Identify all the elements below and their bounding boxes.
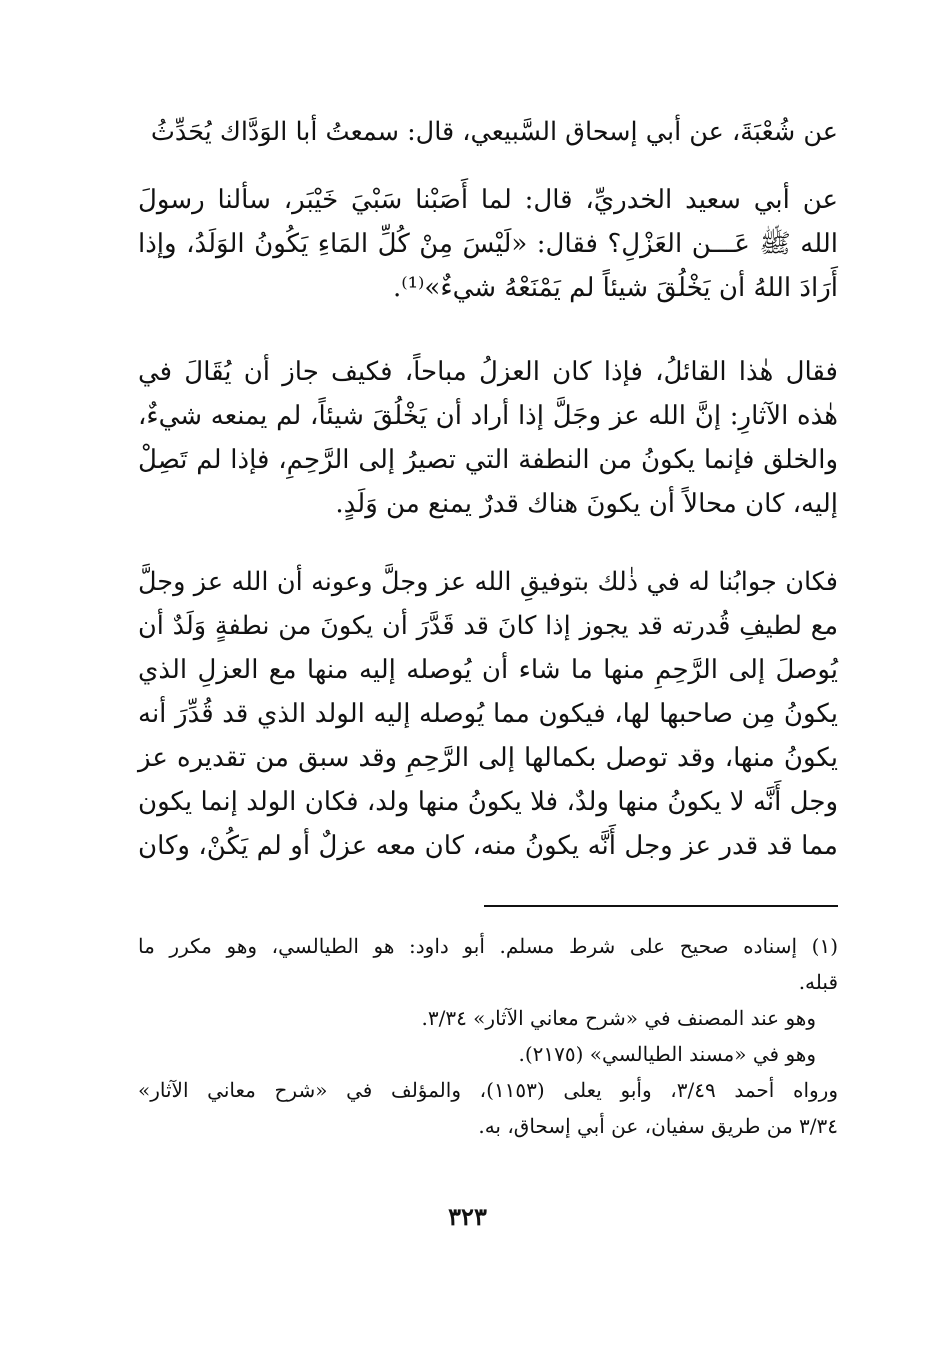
footnote-line: قبله. bbox=[798, 970, 838, 994]
paragraph-answer bbox=[138, 560, 838, 868]
paragraph-hadith bbox=[138, 178, 838, 310]
text-line: مما قد قدر عز وجل أَنَّه يكونُ منه، كان معه عزلٌ أو لم يَكُنْ، وكان bbox=[138, 831, 838, 861]
text-line: هٰذه الآثارِ: إنَّ الله عز وجَلَّ إذا أراد أن يَخْلُقَ شيئاً، لم يمنعه شيءٌ، bbox=[138, 401, 838, 431]
text-line: فقال هٰذا القائلُ، فإذا كان العزلُ مباحاً، فكيف جاز أن يُقَالَ في bbox=[138, 357, 838, 387]
footnotes bbox=[138, 928, 838, 1144]
footnote-line: وهو عند المصنف في «شرح معاني الآثار» ٣/٣٤. bbox=[421, 1006, 816, 1030]
text-line: يُوصلَ إلى الرَّحِمِ منها ما شاء أن يُوصله إليه منها مع العزلِ الذي bbox=[138, 655, 838, 685]
text-line: عن شُعْبَةَ، عن أبي إسحاق السَّبيعي، قال: سمعتُ أبا الوَدَّاك يُحَدِّثُ bbox=[150, 117, 838, 147]
footnote-line: ٣/٣٤ من طريق سفيان، عن أبي إسحاق، به. bbox=[478, 1114, 838, 1138]
text-line: يكونُ منها، وقد توصل بكمالها إلى الرَّحِمِ وقد سبق من تقديره عز bbox=[138, 743, 838, 773]
text-line: يكونُ مِن صاحبها لها، فيكون مما يُوصله إليه الولد الذي قد قُدِّرَ أنه bbox=[138, 699, 838, 729]
text-line: وجل أَنَّه لا يكونُ منها ولدٌ، فلا يكونُ منها ولد، فكان الولد إنما يكون bbox=[138, 787, 838, 817]
text-line: والخلق فإنما يكونُ من النطفة التي تصيرُ إلى الرَّحِمِ، فإذا لم تَصِلْ bbox=[138, 445, 838, 475]
text-line: مع لطيفِ قُدرته قد يجوز إذا كانَ قد قَدَّرَ أن يكونَ من نطفةٍ وَلَدٌ أن bbox=[138, 611, 838, 641]
paragraph-objection bbox=[138, 350, 838, 526]
text-line: الله ﷺ عَـــن العَزْلِ؟ فقال: «لَيْسَ مِنْ كُلِّ المَاءِ يَكُونُ الوَلَدُ، وإذا bbox=[138, 229, 838, 259]
footnote-line: وهو في «مسند الطيالسي» (٢١٧٥). bbox=[518, 1042, 816, 1066]
footnote-separator bbox=[484, 905, 838, 907]
page-number: ٣٢٣ bbox=[448, 1202, 487, 1231]
text-line: أَرَادَ اللهُ أن يَخْلُقَ شيئاً لم يَمْنَعْهُ شيءٌ»⁽¹⁾. bbox=[392, 273, 838, 303]
text-line: عن أبي سعيد الخدريِّ، قال: لما أَصَبْنا سَبْيَ خَيْبَر، سألنا رسولَ bbox=[138, 185, 838, 215]
text-line: فكان جوابُنا له في ذٰلك بتوفيقِ الله عز وجلَّ وعونه أن الله عز وجلَّ bbox=[138, 567, 838, 597]
text-line: إليه، كان محالاً أن يكونَ هناك قدرٌ يمنع من وَلَدٍ. bbox=[335, 489, 838, 519]
footnote-line: (١) إسناده صحيح على شرط مسلم. أبو داود: هو الطيالسي، وهو مكرر ما bbox=[138, 934, 838, 958]
footnote-line: ورواه أحمد ٣/٤٩، وأبو يعلى (١١٥٣)، والمؤلف في «شرح معاني الآثار» bbox=[138, 1078, 838, 1102]
paragraph-isnad bbox=[138, 110, 838, 154]
